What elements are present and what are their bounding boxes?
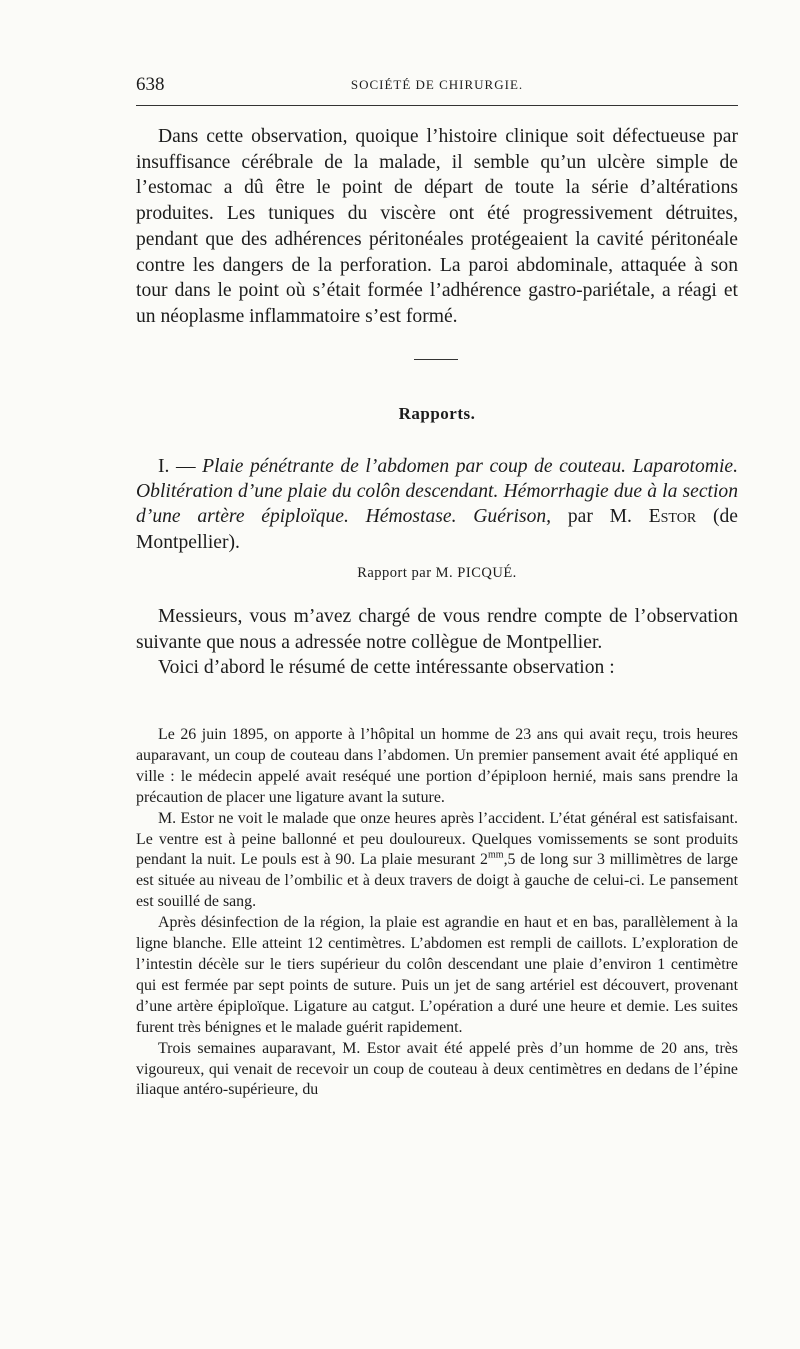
intro-paragraph: Dans cette observation, quoique l’histoire clinique soit défectueuse par insuffisance cérébrale de la malade, il semble qu’un ulcère simple de l’estomac a dû être le point de départ de toute la série d’altérations produites. Les tuniques du viscère ont été progressivement détruites, pendant que des adhérences péritonéales protégeaient la cavité péritonéale contre les dangers de la perforation. La paroi abdominale, attaquée à son tour dans le point où s’était formée l’adhérence gastro-pariétale, a réagi et un néoplasme inflammatoire s’est formé. bbox=[136, 126, 738, 327]
section-divider bbox=[414, 359, 458, 360]
report-title-text: Plaie pénétrante de l’abdomen par coup de couteau. Laparotomie. Oblitération d’une plaie du colôn descendant. Hémorrhagie due à la section d’une artère épiploïque. Hémostase. Guérison, bbox=[136, 456, 738, 528]
page-header bbox=[136, 74, 738, 100]
section-heading: Rapports. bbox=[398, 404, 476, 423]
observation-text bbox=[136, 725, 738, 1101]
body-paragraphs bbox=[136, 604, 738, 681]
report-title bbox=[136, 454, 738, 555]
exam-text-after: ,5 de long sur 3 millimètres de large est située au niveau de l’ombilic et à deux travers de doigt à gauche de celui-ci. Le pansement est souillé de sang. bbox=[136, 851, 738, 911]
report-by-prefix: par M. bbox=[567, 506, 632, 528]
exam-text-before: M. Estor ne voit le malade que onze heures après l’accident. L’état général est satisfaisant. Le ventre est à peine ballonné et peu douloureux. Quelques vomissements se sont produits pendant la nuit. Le pouls est à 90. La plaie mesurant 2 bbox=[136, 809, 738, 869]
intro-paragraph-block bbox=[136, 124, 738, 330]
rapporteur-line: Rapport par M. PICQUÉ. bbox=[357, 565, 517, 581]
exam-unit-superscript: mm bbox=[488, 850, 504, 862]
observation-paragraph: Le 26 juin 1895, on apporte à l’hôpital un homme de 23 ans qui avait reçu, trois heures auparavant, un coup de couteau dans l’abdomen. Un premier pansement avait été appliqué en ville : le médecin appelé avait reséqué une portion d’épiploon hernié, mais sans prendre la précaution de placer une ligature avant la suture. bbox=[136, 726, 738, 806]
report-number: I. — bbox=[158, 456, 196, 477]
report-author-place: (de Montpellier). bbox=[136, 506, 738, 553]
header-rule bbox=[136, 105, 738, 106]
observation-paragraph: Trois semaines auparavant, M. Estor avait été appelé près d’un homme de 20 ans, très vigoureux, qui venait de recevoir un coup de couteau à deux centimètres en dedans de l’épine iliaque antéro-supérieure, du bbox=[136, 1039, 738, 1099]
running-title: SOCIÉTÉ DE CHIRURGIE. bbox=[350, 77, 524, 92]
observation-paragraph: Après désinfection de la région, la plaie est agrandie en haut et en bas, parallèlement à la ligne blanche. Elle atteint 12 centimètres. L’abdomen est rempli de caillots. L’exploration de l’intestin décèle sur le tiers supérieur du colôn descendant une plaie d’environ 1 centimètre qui est fermée par sept points de suture. Puis un jet de sang artériel est découvert, provenant d’une artère épiploïque. Ligature au catgut. L’opération a duré une heure et demie. Les suites furent très bénignes et le malade guérit rapidement. bbox=[136, 914, 738, 1036]
body-paragraph: Voici d’abord le résumé de cette intéressante observation : bbox=[158, 657, 615, 679]
report-author: Estor bbox=[648, 506, 697, 528]
body-paragraph: Messieurs, vous m’avez chargé de vous rendre compte de l’observation suivante que nous a adressée notre collègue de Montpellier. bbox=[136, 606, 738, 653]
observation-paragraph bbox=[136, 809, 738, 914]
page-number: 638 bbox=[136, 74, 165, 95]
